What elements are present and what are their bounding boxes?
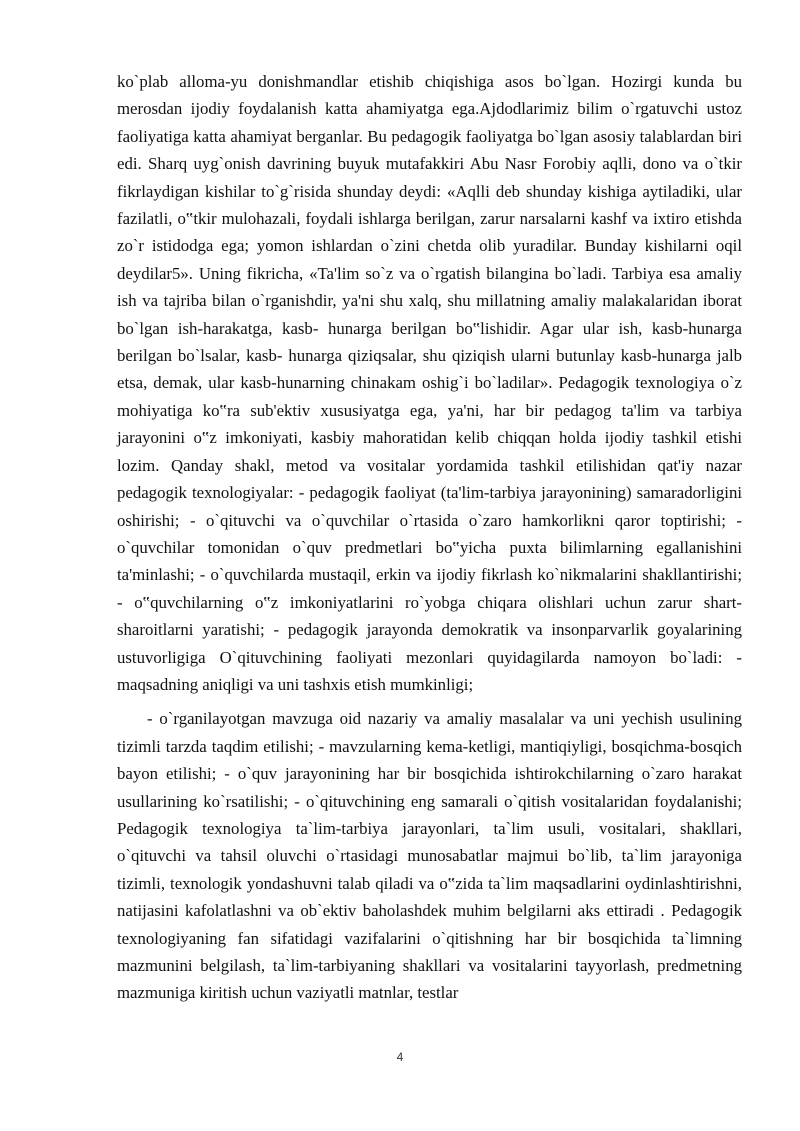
page-number: 4 bbox=[396, 1050, 404, 1064]
body-paragraph-2: - o`rganilayotgan mavzuga oid nazariy va amaliy masalalar va uni yechish usulining tizimli tarzda taqdim etilishi; - mavzularning kema-ketligi, mantiqiyligi, bosqichma-bosqich bayon etilishi; - o`quv jarayonining har bir bosqichida ishtirokchilarning o`zaro harakat usullarining ko`rsatilishi; - o`qituvchining eng samarali o`qitish vositalaridan foydalanishi; Pedagogik texnologiya ta`lim-tarbiya jarayonlari, ta`lim usuli, vositalari, shakllari, o`qituvchi va tahsil oluvchi o`rtasidagi munosabatlar majmui bo`lib, ta`lim jarayoniga tizimli, texnologik yondashuvni talab qiladi va o‟zida ta`lim maqsadlarini oydinlashtirishni, natijasini kafolatlashni va ob`ektiv baholashdek muhim belgilarni aks ettiradi . Pedagogik texnologiyaning fan sifatidagi vazifalarini o`qitishning har bir bosqichida ta`limning mazmunini belgilash, ta`lim-tarbiyaning shakllari va vositalarini tayyorlash, predmetning mazmuniga kiritish uchun vaziyatli matnlar, testlar bbox=[117, 709, 742, 1003]
body-paragraph-1: ko`plab alloma-yu donishmandlar etishib chiqishiga asos bo`lgan. Hozirgi kunda bu merosdan ijodiy foydalanish katta ahamiyatga ega.Ajdodlarimiz bilim o`rgatuvchi ustoz faoliyatiga katta ahamiyat berganlar. Bu pedagogik faoliyatga bo`lgan asosiy talablardan biri edi. Sharq uyg`onish davrining buyuk mutafakkiri Abu Nasr Forobiy aqlli, dono va o`tkir fikrlaydigan kishilar to`g`risida shunday deydi: «Aqlli deb shunday kishiga aytiladiki, ular fazilatli, o‟tkir mulohazali, foydali ishlarga berilgan, zarur narsalarni kashf va ixtiro etishda zo`r istidodga ega; yomon ishlardan o`zini chetda olib yuradilar. Bunday kishilarni oqil deydilar5». Uning fikricha, «Ta'lim so`z va o`rgatish bilangina bo`ladi. Tarbiya esa amaliy ish va tajriba bilan o`rganishdir, ya'ni shu xalq, shu millatning amaliy malakalaridan iborat bo`lgan ish-harakatga, kasb- hunarga berilgan bo‟lishidir. Agar ular ish, kasb-hunarga berilgan bo`lsalar, kasb- hunarga qiziqsalar, shu qiziqish ularni butunlay kasb-hunarga jalb etsa, demak, ular kasb-hunarning chinakam oshig`i bo`ladilar». Pedagogik texnologiya o`z mohiyatiga ko‟ra sub'ektiv xususiyatga ega, ya'ni, har bir pedagog ta'lim va tarbiya jarayonini o‟z imkoniyati, kasbiy mahoratidan kelib chiqqan holda ijodiy tashkil etishi lozim. Qanday shakl, metod va vositalar yordamida tashkil etilishidan qat'iy nazar pedagogik texnologiyalar: - pedagogik faoliyat (ta'lim-tarbiya jarayonining) samaradorligini oshirishi; - o`qituvchi va o`quvchilar o`rtasida o`zaro hamkorlikni qaror toptirishi; - o`quvchilar tomonidan o`quv predmetlari bo‟yicha puxta bilimlarning egallanishini ta'minlashi; - o`quvchilarda mustaqil, erkin va ijodiy fikrlash ko`nikmalarini shakllantirishi; - o‟quvchilarning o‟z imkoniyatlarini ro`yobga chiqara olishlari uchun zarur shart-sharoitlarni yaratishi; - pedagogik jarayonda demokratik va insonparvarlik goyalarining ustuvorligiga O`qituvchining faoliyati mezonlari quyidagilarda namoyon bo`ladi: - maqsadning aniqligi va uni tashxis etish mumkinligi; bbox=[117, 72, 742, 694]
page-body bbox=[117, 68, 742, 1007]
